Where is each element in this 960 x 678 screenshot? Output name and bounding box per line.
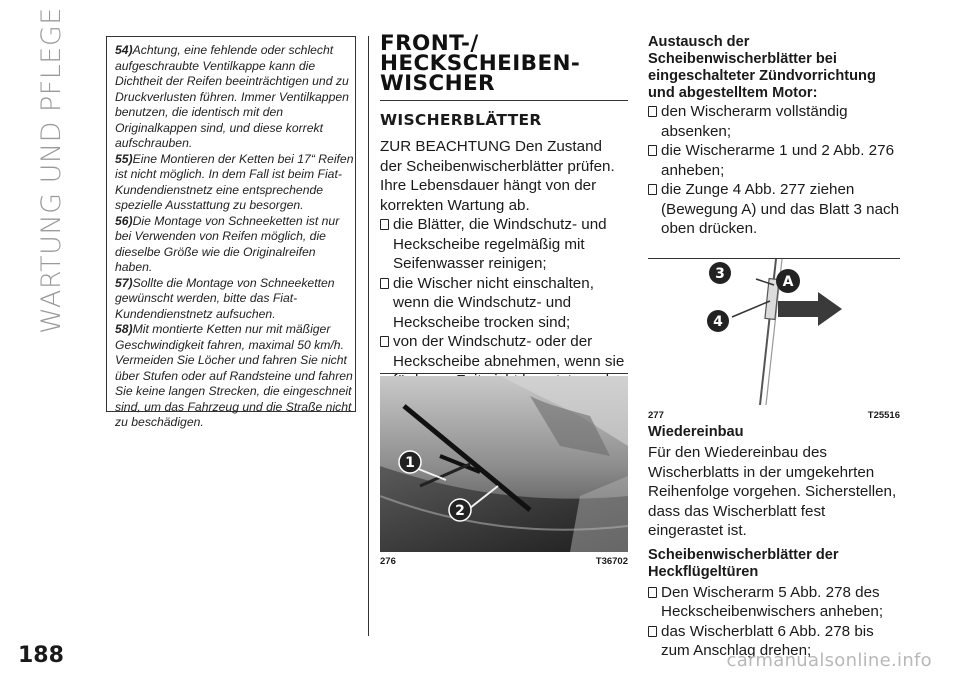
checkbox-bullet-icon [648, 106, 657, 117]
checkbox-bullet-icon [380, 336, 389, 347]
footnote: 57)Sollte die Montage von Schneeketten gewünscht werden, bitte das Fiat-Kundendienstnetz aufsuchen. [115, 275, 335, 321]
procedure-heading: Austausch der Scheibenwischerblätter bei eingeschalteter Zündvorrichtung und abgestelltem Motor: [648, 34, 876, 101]
intro-paragraph: ZUR BEACHTUNG Den Zustand der Scheibenwischerblätter prüfen. Ihre Lebensdauer hängt von der korrekten Wartung ab. [380, 138, 615, 214]
wiper-blade-illustration [648, 259, 900, 405]
watermark: carmanualsonline.info [726, 650, 932, 671]
list-item: die Blätter, die Windschutz- und Heckscheibe regelmäßig mit Seifenwasser reinigen; [380, 215, 628, 274]
checkbox-bullet-icon [648, 626, 657, 637]
footnotes-box [106, 36, 356, 429]
footnote: 54)Achtung, eine fehlende oder schlecht aufgeschraubte Ventilkappe kann die Dichtheit der Reifen beeinträchtigen und zu Druckverlusten führen. Immer Ventilkappen benutzen, die identisch mit den Originalkappen sind, und diese korrekt aufschrauben. [115, 43, 349, 150]
footnote: 55)Eine Montieren der Ketten bei 17“ Reifen ist nicht möglich. In dem Fall ist beim Fiat-Kundendienstnetz eine entsprechende spezielle Ausstattung zu besorgen. [115, 151, 354, 212]
checkbox-bullet-icon [380, 278, 389, 289]
list-item: das Wischerblatt 6 Abb. 278 bis zum Anschlag drehen; [648, 622, 900, 661]
subsection-heading: WISCHERBLÄTTER [380, 111, 542, 129]
section-heading: FRONT-/ HECKSCHEIBEN- WISCHER [380, 31, 581, 96]
list-item: die Wischer nicht einschalten, wenn die Windschutz- und Heckscheibe trocken sind; [380, 274, 628, 333]
middle-column [380, 31, 628, 429]
chapter-side-title: WARTUNG UND PFLEGE [35, 6, 67, 334]
right-column [648, 34, 900, 239]
list-item: von der Windschutz- oder der Heckscheibe abnehmen, wenn sie [380, 332, 628, 410]
callout-1: 1 [405, 455, 415, 471]
footnote: 58)Mit montierte Ketten nur mit mäßiger Geschwindigkeit fahren, maximal 50 km/h. Vermeiden Sie Löcher und fahren Sie nicht über Stufen oder auf Randsteine und fahren Sie keine langen Strecken, die eingeschneit sind, um das Fahrzeug und die Straße nicht zu beschädigen. [115, 322, 353, 429]
right-column-lower [648, 424, 900, 661]
callout-4: 4 [713, 314, 723, 330]
callout-2: 2 [455, 503, 465, 519]
rear-wiper-heading: Scheibenwischerblätter der Heckflügeltüren [648, 546, 839, 580]
list-item: die Zunge 4 Abb. 277 ziehen (Bewegung A) und das Blatt 3 nach oben drücken. [648, 180, 900, 239]
list-item: die Wischerarme 1 und 2 Abb. 276 anheben; [648, 141, 900, 180]
wiper-front-illustration [380, 376, 628, 552]
figure-caption: 277 T25516 [648, 410, 900, 421]
checkbox-bullet-icon [648, 184, 657, 195]
checkbox-bullet-icon [648, 587, 657, 598]
heading-rule [380, 100, 628, 101]
checkbox-bullet-icon [648, 145, 657, 156]
checkbox-bullet-icon [380, 219, 389, 230]
column-divider [368, 36, 369, 636]
figure-caption: 276 T36702 [380, 556, 628, 567]
figure-277 [648, 258, 900, 421]
callout-3: 3 [715, 266, 725, 282]
footnote: 56)Die Montage von Schneeketten ist nur bei Verwenden von Reifen möglich, die dieselbe Größe wie die Originalreifen haben. [115, 213, 340, 274]
list-item: den Wischerarm vollständig absenken; [648, 102, 900, 141]
reinstall-paragraph: Für den Wiedereinbau des Wischerblatts in der umgekehrten Reihenfolge vorgehen. Sicherstellen, dass das Wischerblatt fest eingerastet ist. [648, 444, 897, 539]
list-item: Den Wischerarm 5 Abb. 278 des Heckscheibenwischers anheben; [648, 583, 900, 622]
callout-a: A [782, 274, 794, 290]
figure-276 [380, 373, 628, 567]
page-number: 188 [18, 643, 64, 668]
reinstall-heading: Wiedereinbau [648, 424, 744, 440]
